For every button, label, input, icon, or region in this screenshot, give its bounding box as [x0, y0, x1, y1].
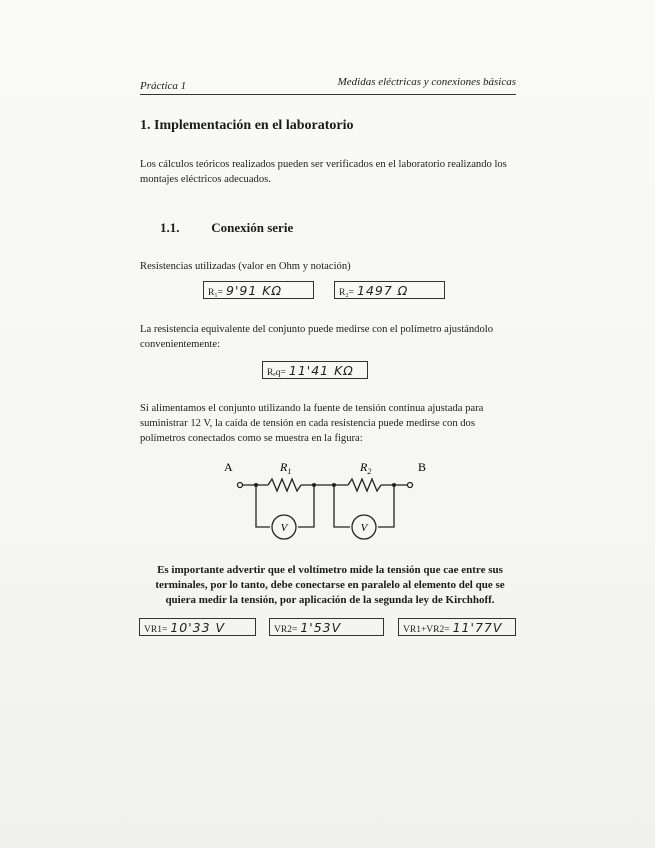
page-header: [140, 76, 516, 95]
subsection-title: [160, 220, 293, 236]
resistor-r2: [348, 479, 381, 491]
series-circuit-diagram: [210, 457, 430, 552]
resistor-r1: [268, 479, 301, 491]
junction-1: [254, 483, 258, 487]
r2-symbol-label: $R_2$: [360, 460, 372, 476]
terminal-b: [408, 483, 413, 488]
terminal-a: [238, 483, 243, 488]
meter2-lead-left: [334, 485, 350, 527]
junction-3: [332, 483, 336, 487]
subsection-number: 1.1.: [160, 220, 180, 235]
supply-paragraph: Si alimentamos el conjunto utilizando la fuente de tensión continua ajustada para suministrar 12 V, la caída de tensión en cada resistencia puede medirse con dos polímetros conectados como se muestra en la figura:: [140, 403, 484, 444]
vr1-field: [139, 618, 256, 636]
node-b-label: B: [418, 460, 427, 474]
r2-value: 1497 Ω: [357, 283, 409, 298]
req-value: 11'41 KΩ: [288, 363, 354, 378]
meter2-lead-right: [378, 485, 394, 527]
vr2-value: 1'53V: [300, 620, 342, 635]
vsum-field: [398, 618, 516, 636]
vr1-value: 10'33 V: [170, 620, 226, 635]
vr2-field: [269, 618, 384, 636]
vsum-value: 11'77V: [452, 620, 503, 635]
equivalent-paragraph: La resistencia equivalente del conjunto puede medirse con el polímetro ajustándolo convenientemente:: [140, 324, 494, 350]
vr1-label: VR1=: [144, 625, 168, 635]
r1-field: [203, 281, 314, 299]
r1-symbol-label: $R_1$: [280, 460, 292, 476]
header-topic: Medidas eléctricas y conexiones básicas: [337, 76, 516, 88]
header-practice: Práctica 1: [140, 80, 187, 92]
meter1-lead-right: [298, 485, 314, 527]
junction-2: [312, 483, 316, 487]
r2-label: R₂=: [339, 288, 355, 298]
req-label: Rₑq=: [267, 368, 286, 378]
junction-4: [392, 483, 396, 487]
r1-label: R₁=: [208, 288, 224, 298]
meter1-lead-left: [256, 485, 270, 527]
subsection-name: Conexión serie: [211, 220, 294, 235]
r2-field: [334, 281, 445, 299]
r1-value: 9'91 KΩ: [226, 283, 283, 298]
vsum-label: VR1+VR2=: [403, 625, 450, 635]
node-a-label: A: [224, 460, 233, 474]
voltmeter-2-label: V: [360, 522, 368, 534]
section-title: 1. Implementación en el laboratorio: [140, 118, 354, 133]
kirchhoff-note: Es importante advertir que el voltímetro mide la tensión que cae entre sus terminales, por lo tanto, debe conectarse en paralelo al elemento del que se quiera medir la tensión, por aplicación de la segunda ley de Kirchhoff.: [155, 564, 505, 606]
intro-paragraph: Los cálculos teóricos realizados pueden ser verificados en el laboratorio realizando los montajes eléctricos adecuados.: [140, 159, 507, 185]
resistances-caption: Resistencias utilizadas (valor en Ohm y notación): [140, 261, 351, 272]
voltmeter-1-label: V: [280, 522, 288, 534]
vr2-label: VR2=: [274, 625, 298, 635]
req-field: [262, 361, 368, 379]
